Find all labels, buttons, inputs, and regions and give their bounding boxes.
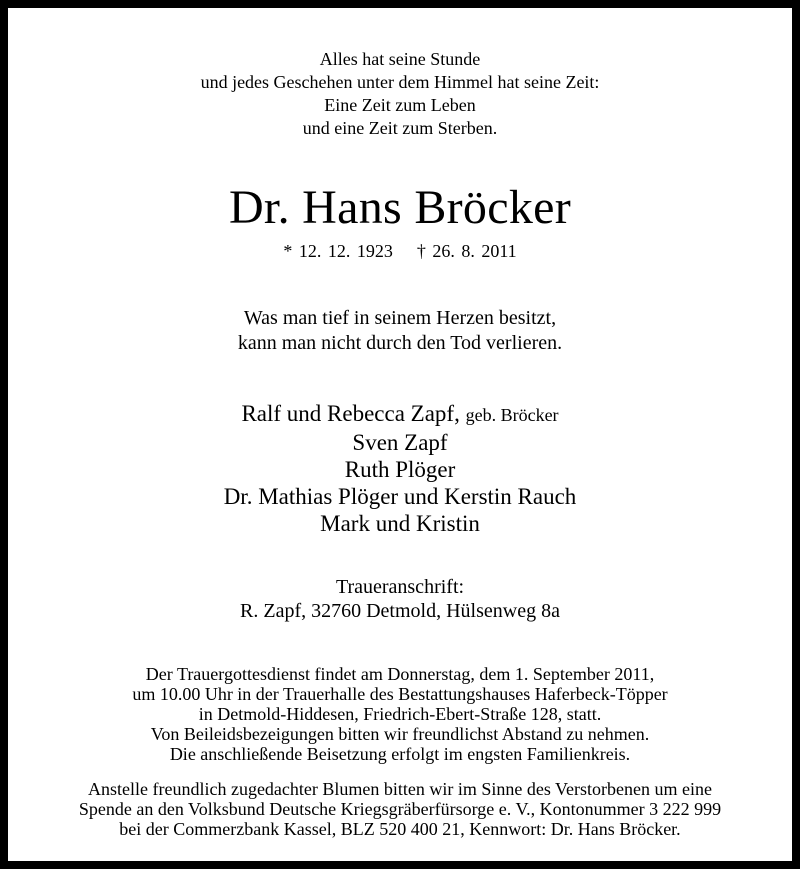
maiden-name-note: geb. Bröcker (465, 405, 559, 425)
quote-block (8, 306, 792, 356)
life-dates (8, 240, 792, 262)
family-member: Dr. Mathias Plöger und Kerstin Rauch (223, 484, 577, 509)
donation-info (8, 779, 792, 839)
family-member: Sven Zapf (352, 430, 448, 455)
service-line: Der Trauergottesdienst findet am Donnerstag, dem 1. September 2011, (145, 664, 655, 684)
deceased-name: Dr. Hans Bröcker (228, 181, 572, 234)
family-member: Mark und Kristin (320, 511, 480, 536)
verse-line: und eine Zeit zum Sterben. (302, 118, 498, 138)
death-date: † 26. 8. 2011 (416, 241, 517, 261)
family-member (8, 400, 792, 429)
service-info (8, 664, 792, 764)
donation-line: bei der Commerzbank Kassel, BLZ 520 400 21, Kennwort: Dr. Hans Bröcker. (119, 819, 681, 839)
family-member: Ruth Plöger (344, 457, 456, 482)
verse-line: Eine Zeit zum Leben (324, 95, 476, 115)
family-member-name: Ralf und Rebecca Zapf, (241, 401, 460, 426)
family-list (8, 400, 792, 537)
birth-date: * 12. 12. 1923 (283, 241, 393, 261)
service-line: Die anschließende Beisetzung erfolgt im engsten Familienkreis. (169, 744, 631, 764)
address-value: R. Zapf, 32760 Detmold, Hülsenweg 8a (240, 600, 560, 622)
verse-block (8, 48, 792, 140)
service-line: in Detmold-Hiddesen, Friedrich-Ebert-Straße 128, statt. (198, 704, 602, 724)
verse-line: Alles hat seine Stunde (319, 49, 481, 69)
donation-line: Anstelle freundlich zugedachter Blumen bitten wir im Sinne des Verstorbenen um eine (88, 779, 712, 799)
quote-line: Was man tief in seinem Herzen besitzt, (243, 307, 557, 329)
mourning-address (8, 575, 792, 623)
verse-line: und jedes Geschehen unter dem Himmel hat seine Zeit: (200, 72, 600, 92)
address-label: Traueranschrift: (335, 576, 465, 598)
quote-line: kann man nicht durch den Tod verlieren. (237, 332, 563, 354)
service-line: um 10.00 Uhr in der Trauerhalle des Bestattungshauses Haferbeck-Töpper (132, 684, 668, 704)
service-line: Von Beileidsbezeigungen bitten wir freundlichst Abstand zu nehmen. (150, 724, 650, 744)
donation-line: Spende an den Volksbund Deutsche Kriegsgräberfürsorge e. V., Kontonummer 3 222 999 (78, 799, 722, 819)
